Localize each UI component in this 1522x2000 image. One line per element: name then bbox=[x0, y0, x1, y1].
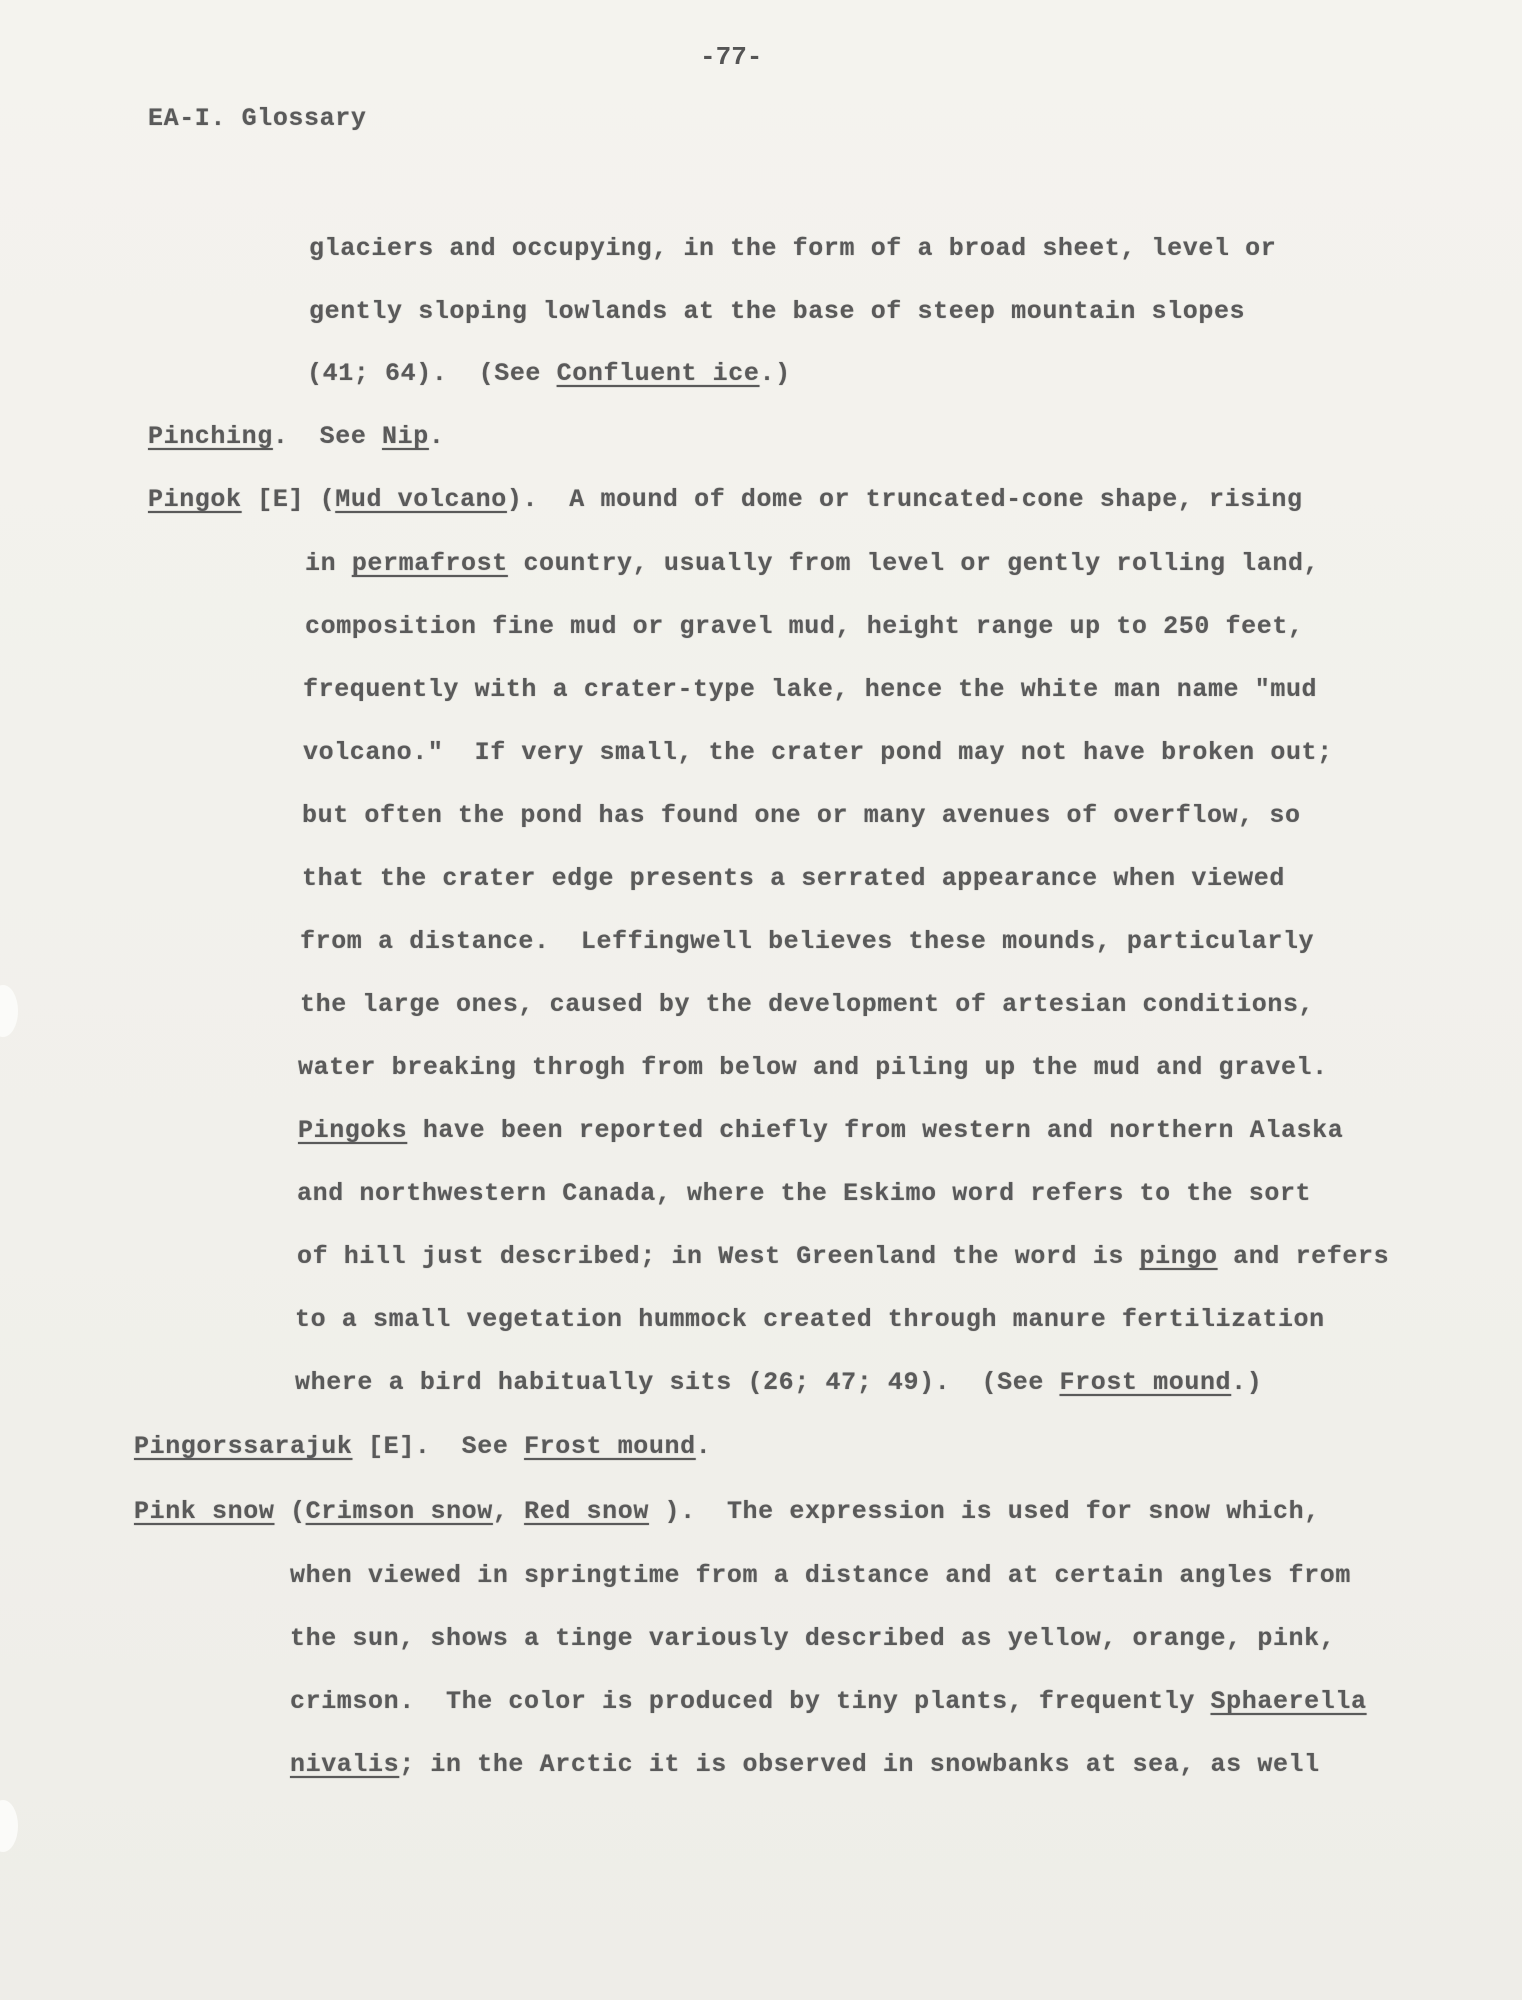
term-link: Mud volcano bbox=[335, 485, 507, 514]
text-line: when viewed in springtime from a distance and at certain angles from bbox=[290, 1561, 1351, 1590]
text-line: crimson. The color is produced by tiny plants, frequently Sphaerella bbox=[290, 1687, 1367, 1716]
term-link: Nip bbox=[382, 422, 429, 451]
glossary-entry: Pink snow (Crimson snow, Red snow ). The expression is used for snow which, bbox=[134, 1497, 1320, 1526]
text-line: the large ones, caused by the development of artesian conditions, bbox=[300, 990, 1315, 1019]
glossary-entry: Pinching. See Nip. bbox=[148, 422, 445, 451]
text-line: gently sloping lowlands at the base of steep mountain slopes bbox=[309, 297, 1246, 326]
text-line: of hill just described; in West Greenland the word is pingo and refers bbox=[297, 1242, 1390, 1271]
term-link: pingo bbox=[1139, 1242, 1218, 1271]
page-number: -77- bbox=[700, 42, 763, 72]
term-link: nivalis bbox=[290, 1750, 400, 1779]
term-link: Frost mound bbox=[1059, 1368, 1232, 1397]
term-link: Confluent ice bbox=[556, 359, 760, 388]
text-line: where a bird habitually sits (26; 47; 49). (See Frost mound.) bbox=[295, 1368, 1263, 1397]
term-link: Pingoks bbox=[298, 1116, 408, 1145]
text-line: in permafrost country, usually from level or gently rolling land, bbox=[305, 549, 1320, 578]
term-link: permafrost bbox=[351, 549, 508, 578]
term-link: Frost mound bbox=[524, 1432, 696, 1461]
term-link: Sphaerella bbox=[1210, 1687, 1367, 1716]
text-line: and northwestern Canada, where the Eskimo word refers to the sort bbox=[297, 1179, 1312, 1208]
punch-hole bbox=[0, 1800, 18, 1852]
glossary-entry: Pingok [E] (Mud volcano). A mound of dome or truncated-cone shape, rising bbox=[148, 485, 1303, 514]
text-line: glaciers and occupying, in the form of a broad sheet, level or bbox=[309, 234, 1277, 263]
term-link: Red snow bbox=[524, 1497, 649, 1526]
text-line: from a distance. Leffingwell believes these mounds, particularly bbox=[300, 927, 1315, 956]
section-header: EA-I. Glossary bbox=[148, 104, 367, 133]
text-line: but often the pond has found one or many avenues of overflow, so bbox=[302, 801, 1301, 830]
text-line: composition fine mud or gravel mud, height range up to 250 feet, bbox=[305, 612, 1304, 641]
text-line: that the crater edge presents a serrated appearance when viewed bbox=[302, 864, 1285, 893]
glossary-entry: Pingorssarajuk [E]. See Frost mound. bbox=[134, 1432, 712, 1461]
punch-hole bbox=[0, 985, 18, 1037]
text-line: (41; 64). (See Confluent ice.) bbox=[307, 359, 791, 388]
text-line: volcano." If very small, the crater pond may not have broken out; bbox=[303, 738, 1333, 767]
text-line: frequently with a crater-type lake, hence the white man name "mud bbox=[303, 675, 1318, 704]
text-line: water breaking throgh from below and piling up the mud and gravel. bbox=[298, 1053, 1328, 1082]
glossary-term: Pingok bbox=[148, 485, 242, 514]
glossary-term: Pinching bbox=[148, 422, 273, 451]
text-line: the sun, shows a tinge variously described as yellow, orange, pink, bbox=[290, 1624, 1336, 1653]
term-link: Crimson snow bbox=[305, 1497, 493, 1526]
text-line: to a small vegetation hummock created through manure fertilization bbox=[295, 1305, 1325, 1334]
glossary-term: Pingorssarajuk bbox=[134, 1432, 353, 1461]
glossary-term: Pink snow bbox=[134, 1497, 275, 1526]
text-line: nivalis; in the Arctic it is observed in snowbanks at sea, as well bbox=[290, 1750, 1320, 1779]
text-line: Pingoks have been reported chiefly from western and northern Alaska bbox=[298, 1116, 1344, 1145]
